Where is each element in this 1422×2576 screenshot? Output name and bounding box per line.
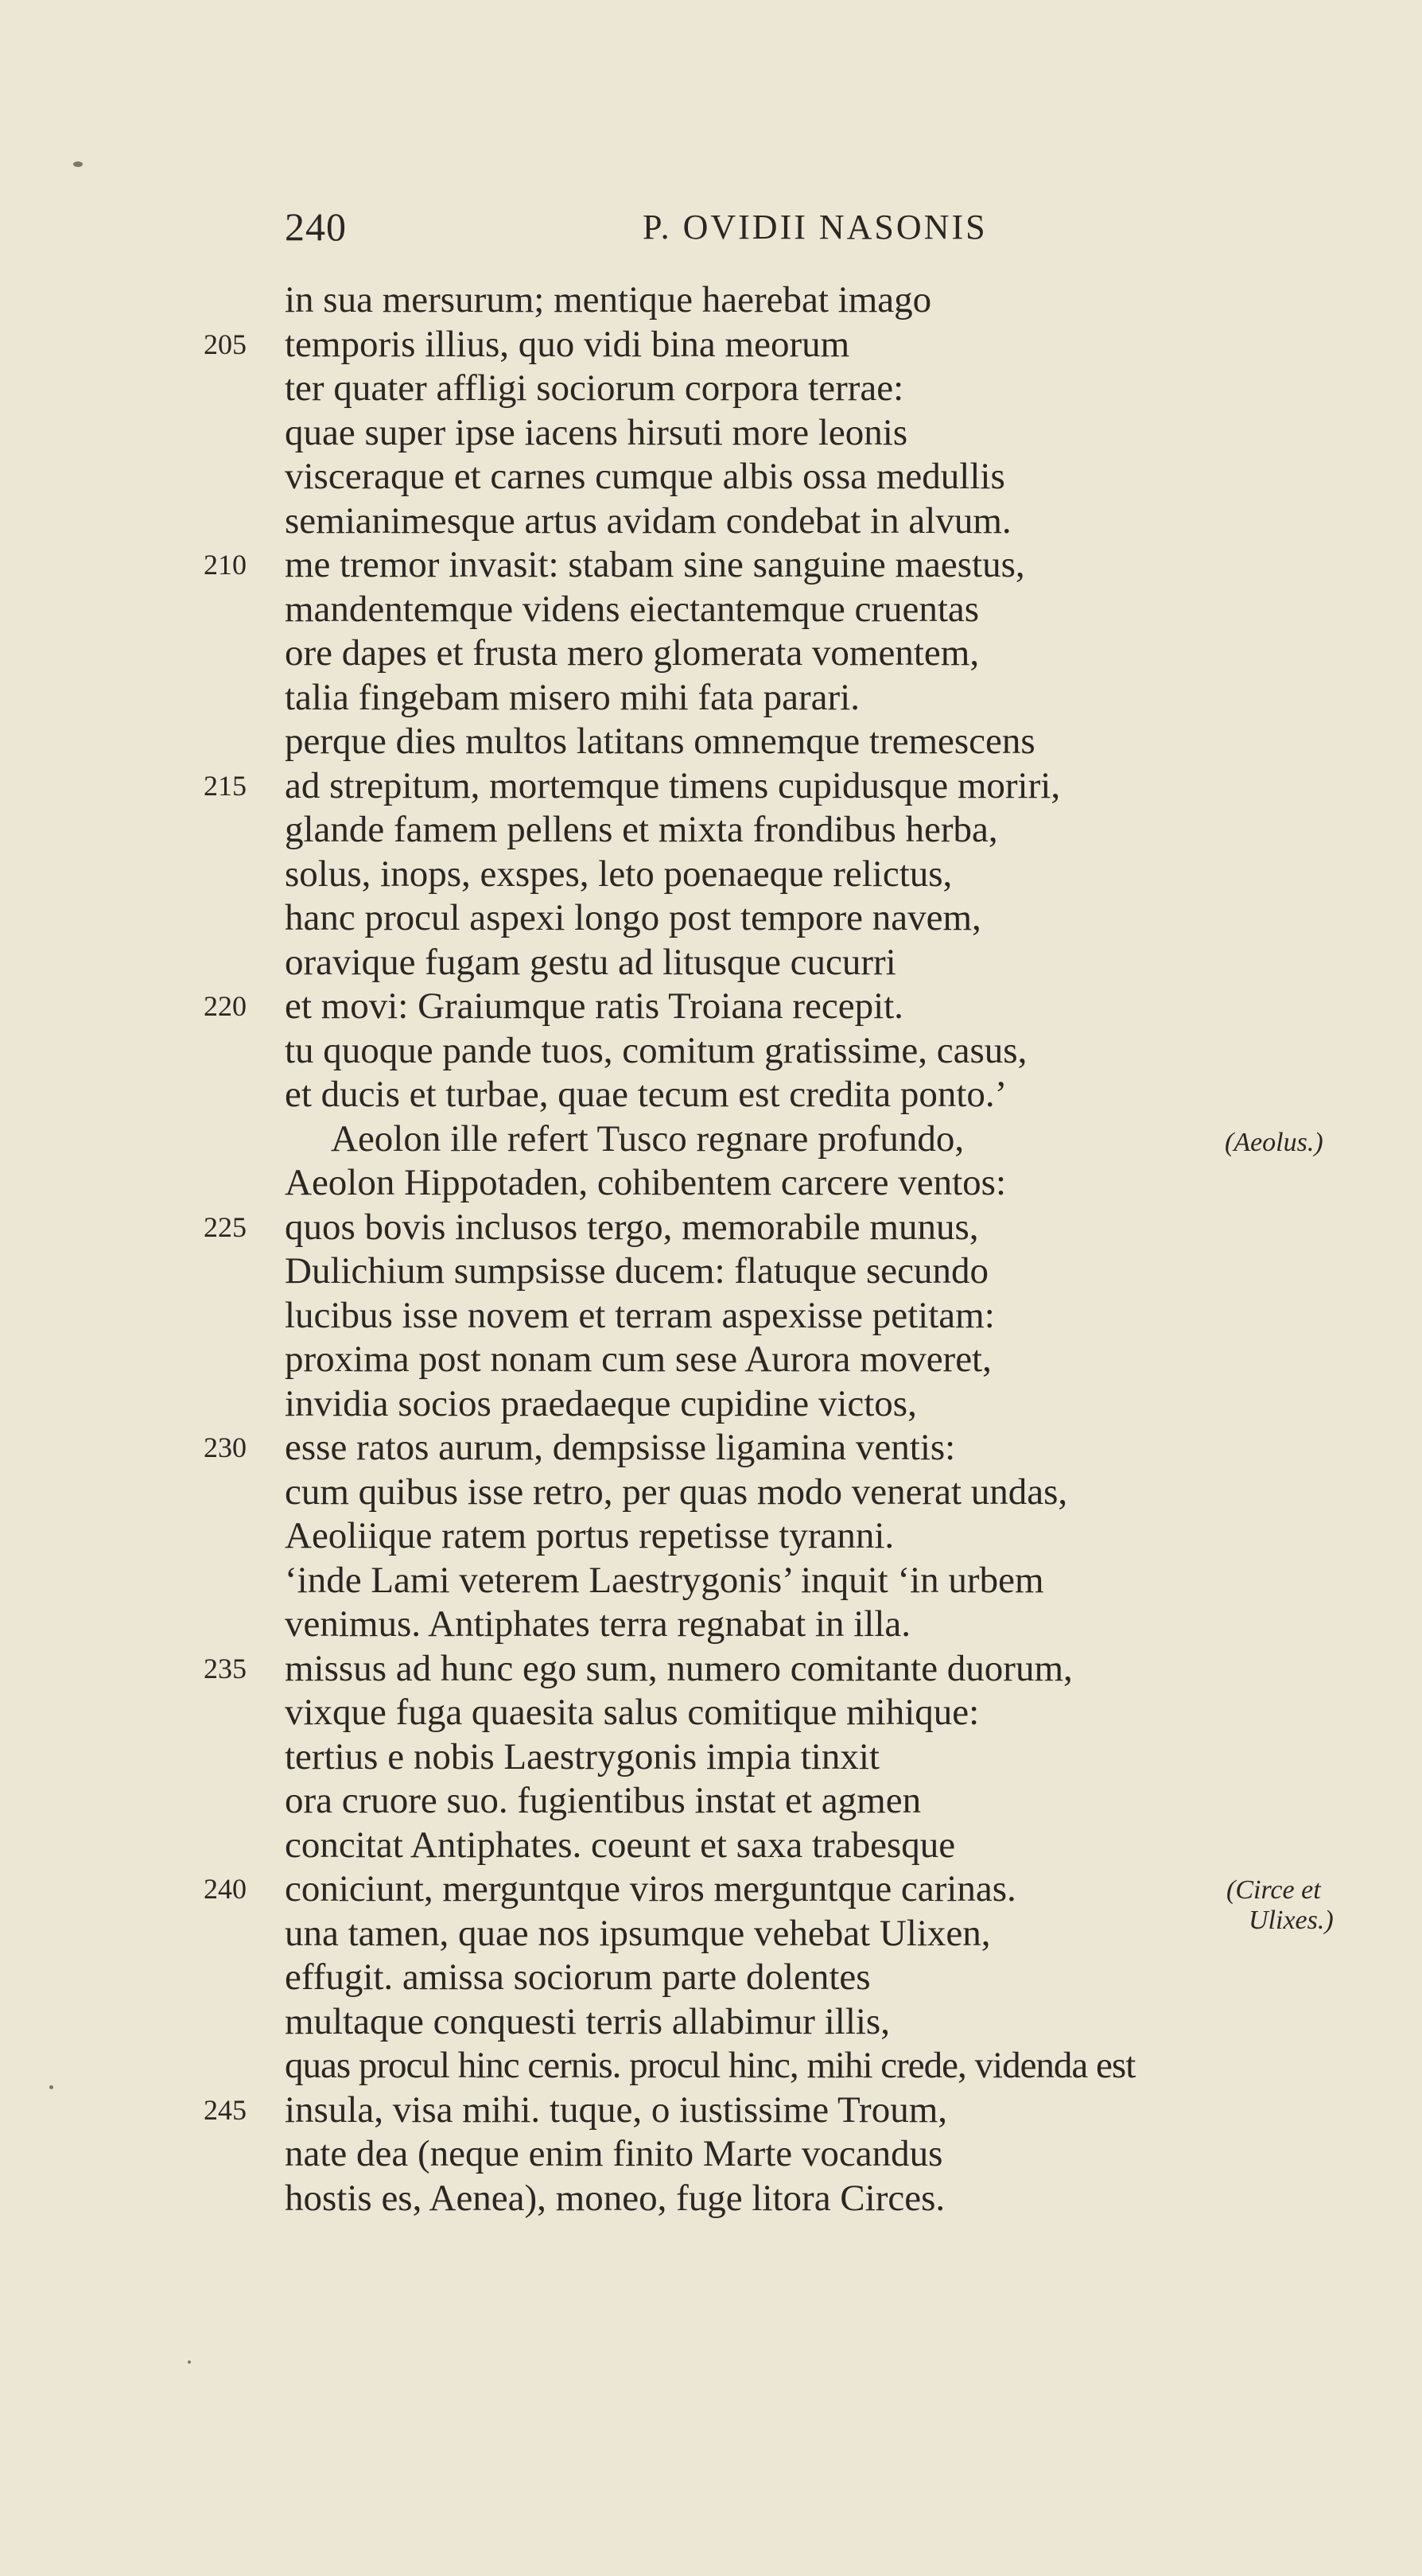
verse-text: solus, inops, exspes, leto poenaeque relictus,: [285, 853, 953, 895]
verse-block: [0, 278, 1422, 2220]
verse-text: glande famem pellens et mixta frondibus herba,: [285, 809, 998, 850]
line-number: 245: [204, 2093, 247, 2126]
verse-line: [0, 1073, 1422, 1117]
sidenote-aeolus: (Aeolus.): [1225, 1128, 1323, 1157]
verse-text: ‘inde Lami veterem Laestrygonis’ inquit ‘in urbem: [285, 1559, 1044, 1601]
verse-line: [0, 2088, 1422, 2133]
verse-line: [0, 278, 1422, 323]
verse-line: [0, 764, 1422, 809]
verse-line: [0, 588, 1422, 632]
verse-line: [0, 1206, 1422, 1250]
verse-text: nate dea (neque enim finito Marte vocandus: [285, 2133, 943, 2174]
line-number: 210: [204, 549, 247, 581]
verse-text: Dulichium sumpsisse ducem: flatuque secundo: [285, 1250, 989, 1292]
verse-line: [0, 1735, 1422, 1780]
verse-text: effugit. amissa sociorum parte dolentes: [285, 1956, 871, 1998]
verse-text: me tremor invasit: stabam sine sanguine maestus,: [285, 544, 1025, 585]
verse-line: [0, 1382, 1422, 1427]
verse-line: [0, 896, 1422, 941]
verse-line: [0, 1559, 1422, 1603]
verse-text: ter quater affligi sociorum corpora terrae:: [285, 367, 904, 409]
verse-line: [0, 676, 1422, 721]
line-number: 240: [204, 1873, 247, 1905]
verse-line: [0, 499, 1422, 544]
line-number: 235: [204, 1652, 247, 1684]
verse-line: [0, 2132, 1422, 2177]
verse-line: [0, 631, 1422, 676]
running-head: P. OVIDII NASONIS: [643, 208, 988, 247]
verse-line: [0, 543, 1422, 588]
verse-line: [0, 1867, 1422, 1912]
verse-line: [0, 985, 1422, 1029]
verse-text: et movi: Graiumque ratis Troiana recepit.: [285, 985, 903, 1027]
verse-text: hanc procul aspexi longo post tempore navem,: [285, 897, 981, 938]
verse-text: temporis illius, quo vidi bina meorum: [285, 323, 850, 365]
verse-text: ora cruore suo. fugientibus instat et agmen: [285, 1780, 922, 1821]
paper-speck: [188, 2360, 191, 2364]
line-number: 220: [204, 990, 247, 1022]
verse-line: [0, 1514, 1422, 1559]
verse-text: oravique fugam gestu ad litusque cucurri: [285, 941, 896, 983]
verse-text: vixque fuga quaesita salus comitique mihique:: [285, 1692, 980, 1733]
line-number: 215: [204, 769, 247, 802]
verse-text: Aeolon ille refert Tusco regnare profundo,: [331, 1117, 965, 1160]
verse-line: [0, 941, 1422, 985]
verse-text: venimus. Antiphates terra regnabat in illa.: [285, 1603, 911, 1645]
verse-text: et ducis et turbae, quae tecum est credita ponto.’: [285, 1074, 1008, 1115]
verse-line: [0, 1426, 1422, 1471]
verse-line: [0, 1161, 1422, 1206]
verse-text: in sua mersurum; mentique haerebat imago: [285, 279, 932, 321]
verse-text: coniciunt, merguntque viros merguntque carinas.: [285, 1868, 1016, 1910]
paper-speck: [73, 161, 83, 167]
verse-line: [0, 1249, 1422, 1294]
verse-text: tertius e nobis Laestrygonis impia tinxit: [285, 1735, 880, 1778]
verse-text: proxima post nonam cum sese Aurora moveret,: [285, 1339, 992, 1380]
verse-text: quos bovis inclusos tergo, memorabile munus,: [285, 1206, 979, 1248]
verse-text: multaque conquesti terris allabimur illis,: [285, 2000, 890, 2042]
verse-line: [0, 411, 1422, 456]
verse-text: ore dapes et frusta mero glomerata vomentem,: [285, 632, 980, 674]
verse-text: Aeolon Hippotaden, cohibentem carcere ventos:: [285, 1162, 1007, 1203]
verse-text: quas procul hinc cernis. procul hinc, mihi crede, videnda est: [285, 2045, 1136, 2086]
verse-text: tu quoque pande tuos, comitum gratissime, casus,: [285, 1029, 1028, 1071]
sidenote-ulixes: Ulixes.): [1249, 1906, 1334, 1935]
verse-line: [0, 1824, 1422, 1868]
verse-line: [0, 2000, 1422, 2045]
verse-text: semianimesque artus avidam condebat in alvum.: [285, 499, 1012, 542]
verse-text: una tamen, quae nos ipsumque vehebat Ulixen,: [285, 1912, 991, 1954]
verse-line: [0, 720, 1422, 764]
verse-text: mandentemque videns eiectantemque cruentas: [285, 588, 980, 630]
verse-line: [0, 1956, 1422, 2000]
verse-text: lucibus isse novem et terram aspexisse petitam:: [285, 1294, 995, 1336]
verse-line: [0, 323, 1422, 367]
verse-line: [0, 1471, 1422, 1515]
verse-text: perque dies multos latitans omnemque tremescens: [285, 721, 1035, 762]
verse-text: ad strepitum, mortemque timens cupidusque moriri,: [285, 764, 1061, 806]
verse-line: [0, 1603, 1422, 1647]
verse-line: [0, 853, 1422, 897]
verse-text: esse ratos aurum, dempsisse ligamina ventis:: [285, 1427, 956, 1468]
verse-text: quae super ipse iacens hirsuti more leonis: [285, 411, 908, 453]
line-number: 205: [204, 328, 247, 360]
verse-line: [0, 1779, 1422, 1824]
page-number: 240: [285, 204, 347, 249]
verse-line: [0, 367, 1422, 411]
verse-line: [0, 2044, 1422, 2088]
line-number: 225: [204, 1210, 247, 1243]
verse-text: invidia socios praedaeque cupidine victos,: [285, 1382, 917, 1424]
verse-line: [0, 1294, 1422, 1339]
verse-line: [0, 1691, 1422, 1735]
verse-line: [0, 455, 1422, 499]
verse-text: hostis es, Aenea), moneo, fuge litora Circes.: [285, 2177, 946, 2219]
verse-line: [0, 1912, 1422, 1956]
verse-text: visceraque et carnes cumque albis ossa medullis: [285, 456, 1005, 497]
verse-line: [0, 808, 1422, 853]
verse-line: [0, 1029, 1422, 1074]
verse-line: [0, 1647, 1422, 1692]
verse-text: concitat Antiphates. coeunt et saxa trabesque: [285, 1824, 956, 1866]
verse-line: [0, 2177, 1422, 2221]
verse-line: [0, 1117, 1422, 1162]
verse-text: insula, visa mihi. tuque, o iustissime Troum,: [285, 2088, 948, 2131]
verse-text: Aeoliique ratem portus repetisse tyranni.: [285, 1515, 895, 1556]
verse-text: missus ad hunc ego sum, numero comitante duorum,: [285, 1647, 1073, 1689]
line-number: 230: [204, 1432, 247, 1463]
verse-text: talia fingebam misero mihi fata parari.: [285, 676, 860, 718]
page-header: [285, 204, 1024, 259]
verse-line: [0, 1338, 1422, 1382]
sidenote-circe: (Circe et: [1226, 1875, 1321, 1905]
verse-text: cum quibus isse retro, per quas modo venerat undas,: [285, 1471, 1068, 1513]
